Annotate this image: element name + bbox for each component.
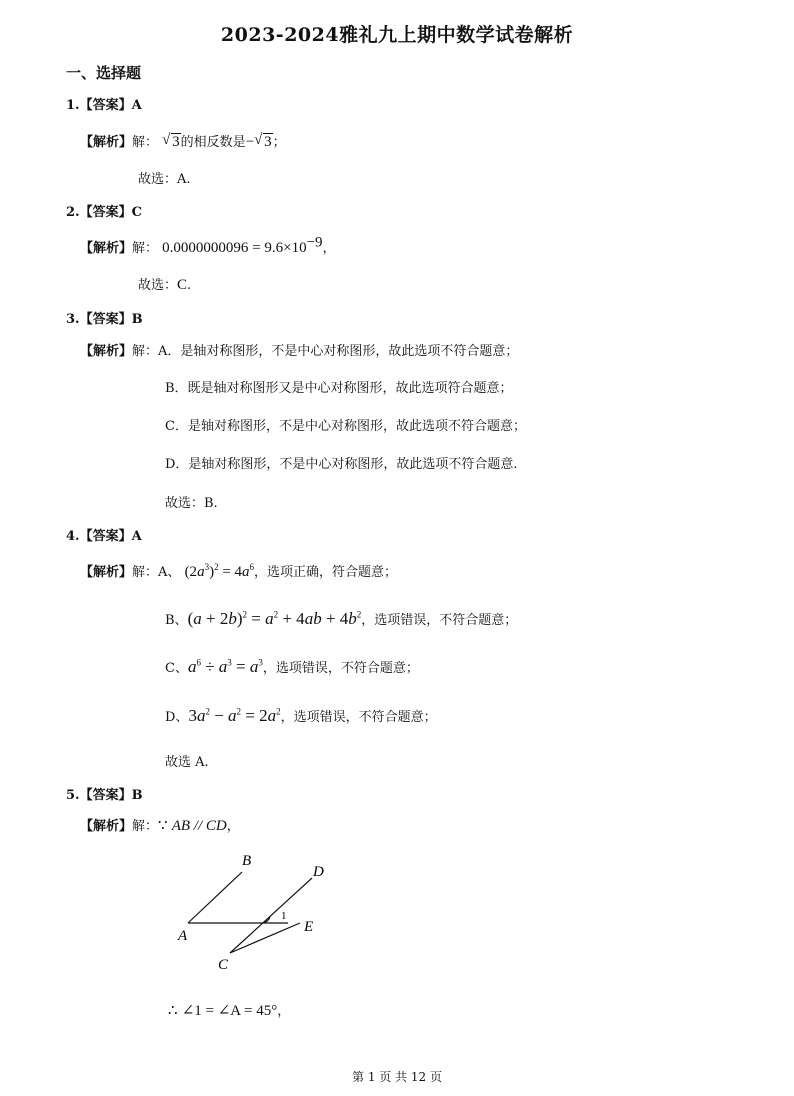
q4-option-d: D、$3a^2 - a^2 = 2a^2$，选项错误，不符合题意；: [165, 706, 437, 725]
q4-a-formula: $(2a^3)^2 = 4a^6$: [184, 562, 255, 580]
label-e: E: [304, 919, 314, 935]
q3-option-c: C．是轴对称图形，不是中心对称图形，故此选项不符合题意；: [165, 419, 526, 434]
sqrt-3: √ 3: [162, 134, 181, 151]
geometry-figure: [170, 845, 350, 975]
q2-choice: 故选：C.: [138, 277, 192, 293]
q3-answer: 3.【答案】B: [66, 312, 143, 327]
q2-answer: 2.【答案】C: [66, 205, 142, 220]
label-b: B: [242, 853, 252, 869]
q5-analysis: 【解析】解：∵ AB // CD，: [80, 818, 240, 834]
analysis-label: 【解析】: [80, 135, 133, 150]
q3-option-d: D．是轴对称图形，不是中心对称图形，故此选项不符合题意.: [165, 457, 518, 472]
q4-answer: 4.【答案】A: [66, 529, 142, 544]
q3-option-a: A．是轴对称图形，不是中心对称图形，故此选项不符合题意；: [158, 344, 519, 359]
q1-answer: 1.【答案】A: [66, 98, 142, 113]
label-c: C: [218, 957, 229, 973]
section-heading: 一、选择题: [66, 64, 142, 82]
q5-conclusion: ∴ ∠1 = ∠A = 45°，: [168, 1003, 291, 1019]
q2-analysis: 【解析】解： $0.0000000096 = 9.6\times 10^{-9}$，: [80, 234, 336, 256]
label-angle-1: 1: [281, 910, 287, 922]
segment-ab: [188, 872, 242, 923]
q4-d-formula: $3a^2 - a^2 = 2a^2$: [188, 706, 281, 725]
q4-option-a: 【解析】解：A、 $(2a^3)^2 = 4a^6$，选项正确，符合题意；: [80, 562, 398, 580]
q4-option-c: C、$a^6 \div a^3 = a^3$，选项错误，不符合题意；: [165, 657, 419, 676]
q4-option-b: B、$(a + 2b)^2 = a^2 + 4ab + 4b^2$，选项错误，不符合题意；: [165, 609, 518, 628]
page-title: 2023-2024雅礼九上期中数学试卷解析: [220, 24, 574, 46]
q5-answer: 5.【答案】B: [66, 788, 143, 803]
page-footer: 第 1 页 共 12 页: [352, 1070, 442, 1084]
q3-option-b: B．既是轴对称图形又是中心对称图形，故此选项符合题意；: [165, 381, 513, 396]
solution-label: 解：: [132, 135, 159, 150]
segment-ce: [230, 923, 300, 953]
q4-choice: 故选 A.: [165, 755, 209, 770]
label-d: D: [313, 864, 324, 880]
segment-cd: [230, 878, 312, 953]
q1-text: 的相反数是: [180, 135, 246, 150]
q1-choice: 故选：A.: [138, 172, 191, 187]
q4-b-formula: $(a + 2b)^2 = a^2 + 4ab + 4b^2$: [187, 609, 362, 628]
angle-statement: ∠1 = ∠A = 45°: [181, 1003, 278, 1019]
q3-analysis: 【解析】解：A．是轴对称图形，不是中心对称图形，故此选项不符合题意；: [80, 344, 519, 359]
neg-sqrt-3: √ 3: [254, 134, 273, 151]
q4-c-formula: $a^6 \div a^3 = a^3$: [187, 657, 263, 676]
q1-analysis: 【解析】解： √ 3的相反数是−√ 3；: [80, 131, 286, 151]
q2-expression: 0.0000000096 = 9.6×10: [162, 240, 307, 256]
label-a: A: [178, 928, 188, 944]
parallel-statement: AB // CD: [171, 818, 227, 834]
q3-choice: 故选：B.: [165, 496, 218, 511]
